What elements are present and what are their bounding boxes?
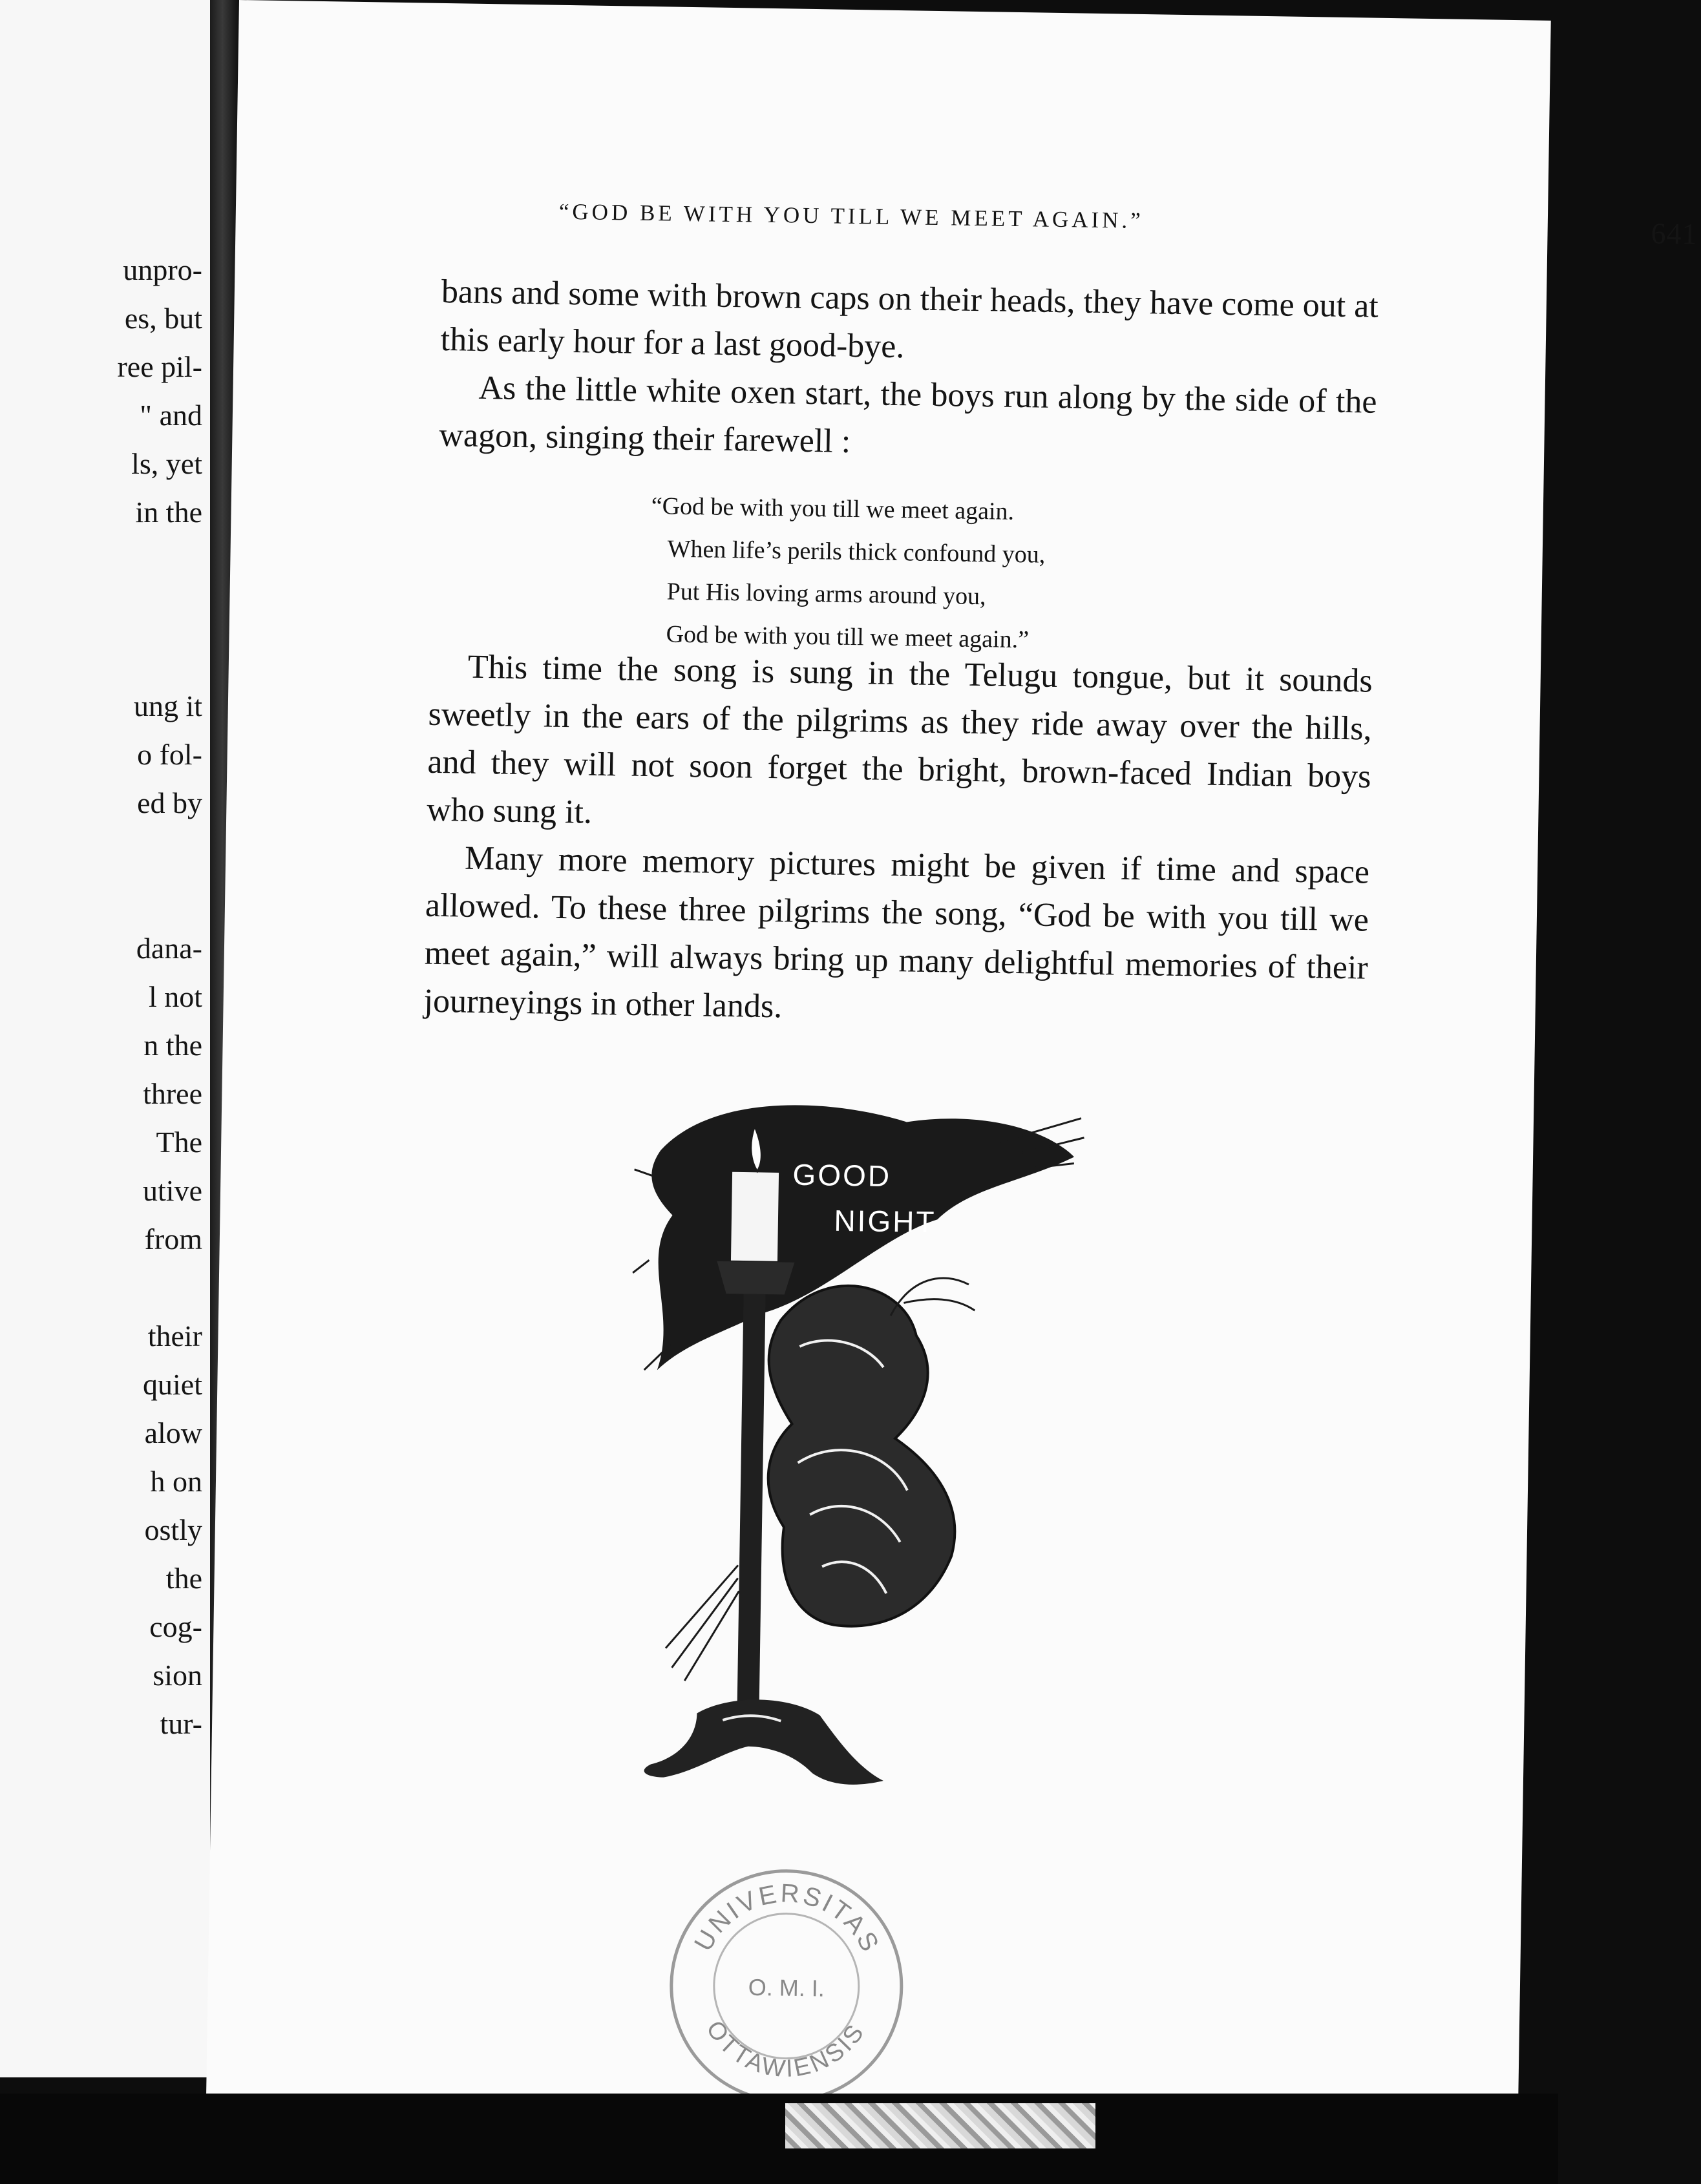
left-page-line: n the [143, 1029, 202, 1062]
book-bottom-edge [0, 2094, 1558, 2184]
left-page-line: their [147, 1319, 202, 1352]
page-number: 641 [1651, 216, 1698, 251]
left-page-line: dana- [136, 932, 202, 965]
left-page-text [8, 246, 202, 1748]
stamp-text-center: O. M. I. [748, 1973, 825, 2002]
poem [649, 485, 1233, 664]
left-page-line [8, 1263, 202, 1312]
left-page-line: es, but [124, 302, 202, 335]
left-page-line: cog- [149, 1610, 202, 1643]
paragraph: Many more memory pictures might be given if time and space allowed. To these three pilgrims the song, “God be with you till we meet again,” will always bring up many delightful memories of their journeyings in other lands. [423, 839, 1370, 1025]
paragraph: This time the song is sung in the Telugu tongue, but it sounds sweetly in the ears of the pilgrims as they ride away over the hills, and they will not soon forget the bright, brown-faced Indian boys who sung it. [426, 648, 1373, 831]
left-page-line: from [144, 1223, 202, 1255]
left-page-line: ung it [133, 689, 202, 722]
left-page [0, 0, 210, 2077]
marbled-endpaper [785, 2103, 1095, 2148]
poem-line: “God be with you till we meet again. [651, 492, 1015, 525]
stamp-text-bottom: OTTAWIENSIS [701, 2015, 871, 2084]
left-page-line: sion [153, 1659, 202, 1692]
left-page-line: the [165, 1562, 202, 1595]
library-stamp [662, 1862, 911, 2111]
left-page-line: o fol- [137, 738, 202, 771]
poem-line: When life’s perils thick confound you, [667, 535, 1046, 569]
poem-line: God be with you till we meet again.” [666, 620, 1030, 654]
paragraph: bans and some with brown caps on their heads, they have come out at this early hour for a last good-bye. [440, 273, 1379, 366]
running-head-title: “GOD BE WITH YOU TILL WE MEET AGAIN.” [558, 198, 1145, 234]
left-page-line: The [156, 1126, 202, 1159]
left-page-line: alow [144, 1416, 202, 1449]
left-page-line: three [143, 1077, 202, 1110]
paragraph: As the little white oxen start, the boys run along by the side of the wagon, singing their farewell : [439, 369, 1377, 460]
left-page-line: l not [148, 980, 202, 1013]
left-page-line: tur- [160, 1707, 202, 1740]
svg-text:OTTAWIENSIS [700, 2015, 871, 2084]
left-page-line [8, 827, 202, 876]
illustration-text-night: NIGHT [834, 1203, 936, 1239]
left-page-line: ls, yet [131, 447, 202, 480]
left-page-line: ostly [144, 1513, 202, 1546]
running-head [558, 198, 1698, 251]
svg-text:UNIVERSITAS [689, 1878, 887, 1958]
body-text-top [439, 268, 1379, 474]
left-page-line: ed by [137, 786, 202, 819]
right-page [206, 0, 1698, 2146]
left-page-line [8, 585, 202, 633]
left-page-line: ree pil- [117, 350, 202, 383]
good-night-candle-illustration [624, 1098, 1088, 1836]
left-page-line: unpro- [123, 253, 202, 286]
left-page-line: in the [135, 496, 202, 529]
poem-line: Put His loving arms around you, [666, 578, 986, 611]
left-page-line [8, 876, 202, 924]
left-page-line: utive [143, 1174, 202, 1207]
illustration-text-good: GOOD [792, 1157, 892, 1193]
stamp-text-top: UNIVERSITAS [689, 1879, 885, 1958]
body-text-bottom [423, 643, 1373, 1040]
left-page-line: " and [140, 399, 202, 432]
left-page-line [8, 536, 202, 585]
left-page-line: h on [150, 1465, 202, 1498]
left-page-line: quiet [143, 1368, 202, 1401]
left-page-line [8, 633, 202, 682]
